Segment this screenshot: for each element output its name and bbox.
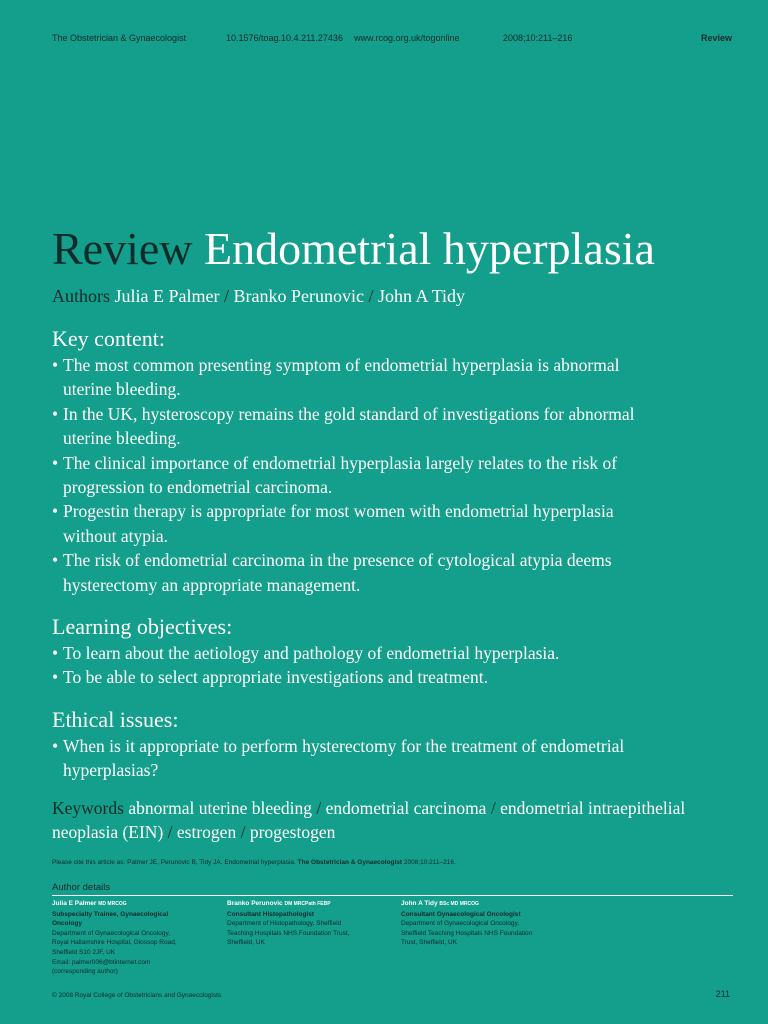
key-content-heading: Key content: [52, 326, 166, 351]
authors-label: Authors [52, 286, 110, 306]
author-details-heading: Author details [52, 882, 111, 893]
author-separator: / [363, 286, 378, 306]
author-name: Branko Perunovic [233, 286, 364, 306]
title-prefix: Review [52, 223, 193, 274]
list-item: • Progestin therapy is appropriate for most women with endometrial hyperplasia without atypia. [52, 501, 614, 546]
keywords: Keywords abnormal uterine bleeding / endometrial carcinoma / endometrial intraepithelial neoplasia (EIN) / estrogen / progestogen [52, 798, 686, 843]
journal-url: www.rcog.org.uk/togonline [354, 33, 460, 43]
keyword: abnormal uterine bleeding [128, 798, 312, 818]
author-name: John A Tidy [378, 286, 466, 306]
section-label: Review [700, 33, 732, 43]
author-separator: / [219, 286, 234, 306]
cite-journal: The Obstetrician & Gynaecologist [297, 859, 403, 866]
list-item: • The risk of endometrial carcinoma in the presence of cytological atypia deems hysterectomy an appropriate management. [52, 550, 612, 595]
keyword: progestogen [249, 822, 336, 843]
learning-objectives-section [52, 613, 742, 690]
learning-objectives-list [52, 641, 742, 690]
author-detail-name: Branko Perunovic [227, 900, 283, 907]
author-line [52, 285, 465, 307]
ethical-issues-heading: Ethical issues: [52, 707, 179, 732]
key-content-section [52, 325, 742, 597]
keyword: endometrial intraepithelial neoplasia (EIN) [52, 798, 686, 843]
list-item: • The most common presenting symptom of endometrial hyperplasia is abnormal uterine bleeding. [52, 355, 620, 400]
author-detail: John A Tidy BSc MD MRCOG Consultant Gynaecological Oncologist Department of Gynaecological Oncology, Sheffield Teaching Hospitals NHS Foundation Trust, Sheffield, UK [401, 900, 533, 947]
author-detail-name: John A Tidy [401, 900, 438, 907]
learning-objectives-heading: Learning objectives: [52, 614, 233, 639]
list-item: • To be able to select appropriate investigations and treatment. [52, 667, 488, 688]
page-number: 211 [715, 989, 730, 999]
key-content-list [52, 353, 742, 597]
copyright: © 2008 Royal College of Obstetricians and Gynaecologists [52, 992, 222, 999]
author-name: Julia E Palmer [114, 286, 220, 306]
keyword: estrogen [176, 822, 237, 843]
divider [52, 895, 733, 896]
keyword: endometrial carcinoma [325, 798, 487, 818]
running-header [52, 33, 732, 47]
citation-note: Please cite this article as: Palmer JE, Perunovic B, Tidy JA. Endometrial hyperplasia. The Obstetrician & Gynaecologist 2008;10:211–216. [52, 859, 456, 866]
keywords-label: Keywords [52, 798, 124, 818]
article-title [52, 222, 655, 276]
doi: 10.1576/toag.10.4.211.27436 [226, 33, 343, 43]
author-detail-name: Julia E Palmer [52, 900, 97, 907]
author-detail: Branko Perunovic DM MRCPath FEBP Consultant Histopathologist Department of Histopathology, Sheffield Teaching Hospitals NHS Foundation Trust, Sheffield, UK [227, 900, 350, 947]
citation: 2008;10:211–216 [503, 33, 573, 43]
journal-name: The Obstetrician & Gynaecologist [52, 33, 187, 43]
list-item: • When is it appropriate to perform hysterectomy for the treatment of endometrial hyperplasias? [52, 736, 625, 781]
author-detail: Julia E Palmer MD MRCOG Subspecialty Trainee, Gynaecological Oncology Department of Gynaecological Oncology, Royal Hallamshire Hospital, Glossop Road, Sheffield S10 2JF, UK Email: palmer006@btinternet.com (corresponding author) [52, 900, 177, 976]
author-email: Email: palmer006@btinternet.com [52, 958, 151, 966]
list-item: • To learn about the aetiology and pathology of endometrial hyperplasia. [52, 643, 560, 663]
title-main: Endometrial hyperplasia [204, 223, 655, 274]
ethical-issues-section [52, 706, 742, 783]
list-item: • The clinical importance of endometrial hyperplasia largely relates to the risk of progression to endometrial carcinoma. [52, 452, 618, 498]
ethical-issues-list [52, 734, 742, 783]
list-item: • In the UK, hysteroscopy remains the gold standard of investigations for abnormal uterine bleeding. [52, 403, 635, 449]
